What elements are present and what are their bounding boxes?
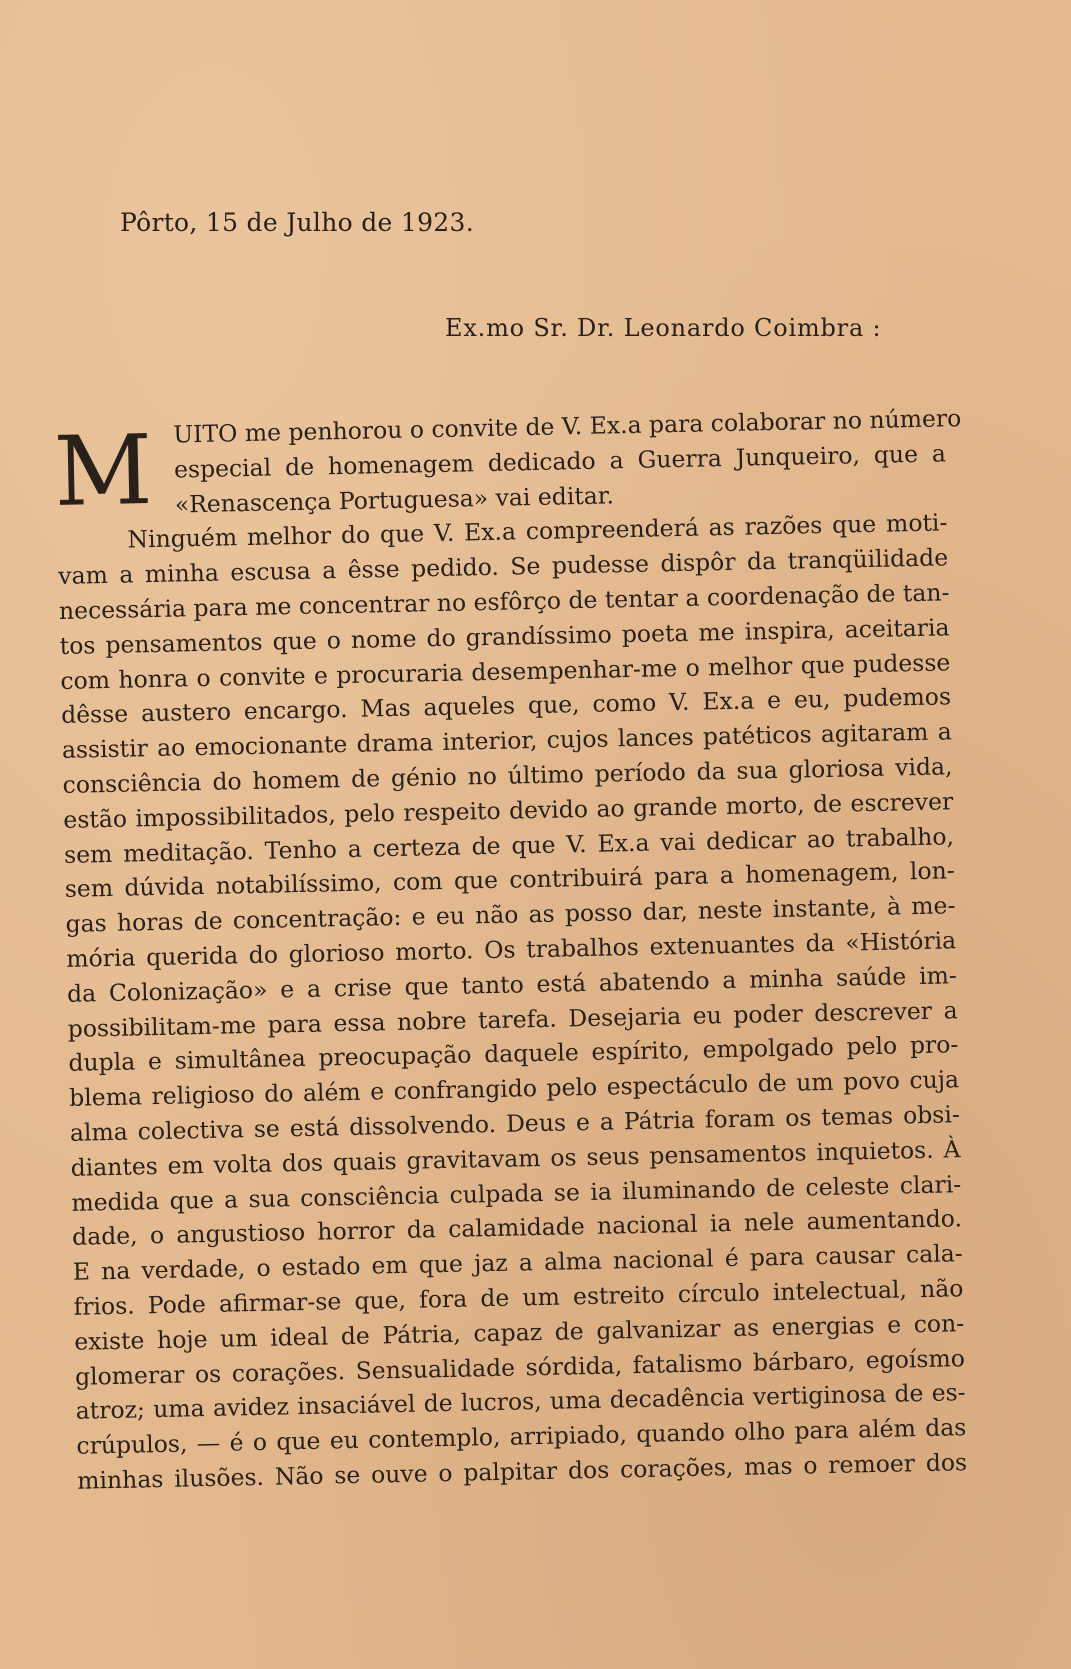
text-line: alma colectiva se está dissolvendo. Deus e a Pátria foram os temas obsi- bbox=[69, 1100, 961, 1147]
dateline: Pôrto, 15 de Julho de 1923. bbox=[120, 208, 474, 237]
text-line: «Renascença Portuguesa» vai editar. bbox=[174, 480, 615, 519]
drop-cap: M bbox=[52, 413, 154, 529]
text-line: vam a minha escusa a êsse pedido. Se pudesse dispôr da tranqüilidade bbox=[57, 543, 949, 591]
text-line: atroz; uma avidez insaciável de lucros, uma decadência vertiginosa de es- bbox=[75, 1378, 966, 1426]
text-line: crúpulos, — é o que eu contemplo, arripiado, quando olho para além das bbox=[76, 1413, 967, 1460]
text-line: existe hoje um ideal de Pátria, capaz de galvanizar as energias e con- bbox=[74, 1308, 965, 1356]
text-line: medida que a sua consciência culpada se ia iluminando de celeste clari- bbox=[71, 1169, 962, 1217]
text-line: com honra o convite e procuraria desempenhar-me o melhor que pudesse bbox=[60, 647, 951, 695]
text-line: frios. Pode afirmar-se que, fora de um estreito círculo intelectual, não bbox=[73, 1274, 964, 1321]
text-line: minhas ilusões. Não se ouve o palpitar dos corações, mas o remoer dos bbox=[76, 1448, 968, 1495]
text-line: Ninguém melhor do que V. Ex.a compreenderá as razões que moti- bbox=[127, 508, 948, 554]
text-line: assistir ao emocionante drama interior, cujos lances patéticos agitaram a bbox=[61, 717, 953, 765]
text-line: diantes em volta dos quais gravitavam os seus pensamentos inquietos. À bbox=[70, 1134, 961, 1182]
salutation: Ex.mo Sr. Dr. Leonardo Coimbra : bbox=[445, 314, 882, 342]
text-line: necessária para me concentrar no esfôrço de tentar a coordenação de tan- bbox=[58, 578, 950, 625]
text-line: dade, o angustioso horror da calamidade nacional ia nele aumentando. bbox=[71, 1204, 963, 1252]
text-line: UITO me penhorou o convite de V. Ex.a para colaborar no número bbox=[173, 404, 962, 449]
text-line: E na verdade, o estado em que jaz a alma nacional é para causar cala- bbox=[72, 1239, 963, 1286]
text-line: mória querida do glorioso morto. Os trabalhos extenuantes da «História bbox=[65, 926, 957, 973]
text-line: consciência do homem de génio no último período da sua gloriosa vida, bbox=[62, 752, 953, 799]
text-line: gas horas de concentração: e eu não as posso dar, neste instante, à me- bbox=[65, 891, 956, 939]
text-line: sem dúvida notabilíssimo, com que contribuirá para a homenagem, lon- bbox=[64, 856, 955, 904]
letter-body bbox=[52, 401, 968, 1498]
text-line: blema religioso do além e confrangido pelo espectáculo de um povo cuja bbox=[68, 1065, 960, 1112]
text-line: possibilitam-me para essa nobre tarefa. Desejaria eu poder descrever a bbox=[67, 995, 958, 1043]
text-line: glomerar os corações. Sensualidade sórdida, fatalismo bárbaro, egoísmo bbox=[74, 1343, 966, 1391]
text-line: tos pensamentos que o nome do grandíssimo poeta me inspira, aceitaria bbox=[59, 613, 950, 660]
text-line: estão impossibilitados, pelo respeito devido ao grande morto, de escrever bbox=[63, 787, 954, 834]
text-line: dupla e simultânea preocupação daquele espírito, empolgado pelo pro- bbox=[68, 1030, 959, 1078]
text-line: sem meditação. Tenho a certeza de que V. Ex.a vai dedicar ao trabalho, bbox=[63, 821, 955, 869]
text-line: da Colonização» e a crise que tanto está abatendo a minha saúde im- bbox=[66, 960, 958, 1008]
text-line: dêsse austero encargo. Mas aqueles que, como V. Ex.a e eu, pudemos bbox=[60, 682, 952, 730]
text-line: especial de homenagem dedicado a Guerra Junqueiro, que a bbox=[173, 439, 947, 484]
